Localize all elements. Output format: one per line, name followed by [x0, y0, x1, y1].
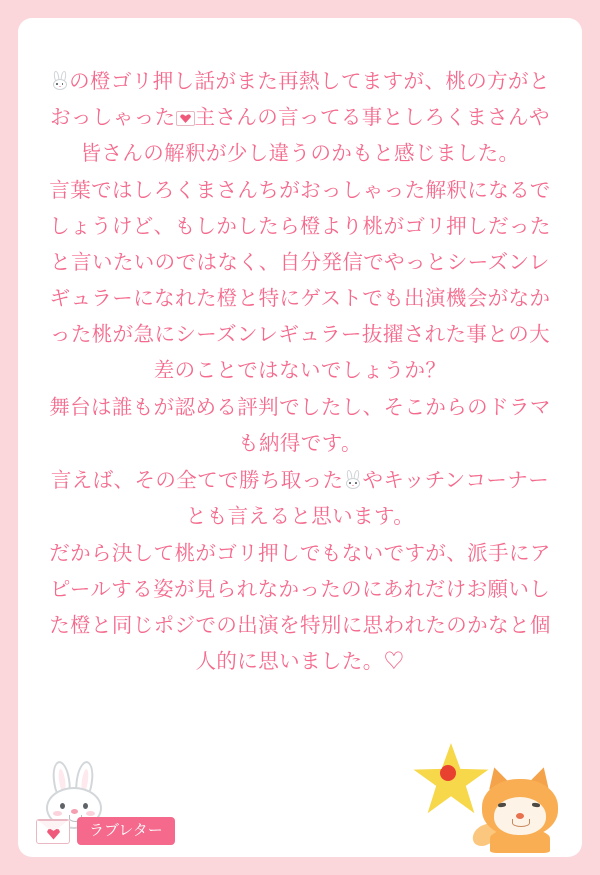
bunny-eye-left	[60, 803, 65, 809]
paragraph-1-text-b: 主さんの言ってる事としろくまさんや皆さんの解釈が少し違うのかもと感じました。	[80, 106, 550, 165]
love-letter-label-row	[36, 817, 175, 845]
letter-paragraph-1	[48, 64, 552, 172]
bunny-eye-right	[83, 803, 88, 809]
bunny-cheek-right	[86, 811, 95, 816]
letter-card	[18, 18, 582, 857]
letter-paragraph-4	[48, 463, 552, 535]
paragraph-4-text-a: 言えば、その全てで勝ち取った	[50, 469, 344, 492]
bunny-icon	[50, 72, 69, 91]
bunny-cheek-left	[53, 811, 62, 816]
letter-paragraph-5: だから決して桃がゴリ押しでもないですが、派手にアピールする姿が見られなかったのにあれだけお願いした橙と同じポジでの出演を特別に思われたのかなと個人的に思いました。♡	[49, 542, 551, 673]
letter-paragraph-2: 言葉ではしろくまさんちがおっしゃった解釈になるでしょうけど、もしかしたら橙より桃がゴリ押しだったと言いたいのではなく、自分発信でやっとシーズンレギュラーになれた橙と特にゲストでも出演機会がなかった桃が急にシーズンレギュラー抜擢された事との大差のことではないでしょうか？	[49, 179, 551, 382]
bunny-icon	[343, 471, 362, 490]
paragraph-4-text-b: やキッチンコーナーとも言えると思います。	[185, 469, 550, 528]
letter-paragraph-3: 舞台は誰もが認める評判でしたし、そこからのドラマも納得です。	[49, 396, 551, 455]
status-badge: ラブレター	[77, 817, 175, 845]
heart-letter-icon	[176, 111, 195, 126]
letter-body	[18, 64, 582, 681]
fox-mouth	[512, 819, 530, 827]
bunny-nose	[71, 809, 78, 814]
paragraph-1-text-a: の橙ゴリ押し話がまた再熱してますが、桃の方がとおっしゃった	[50, 70, 550, 129]
love-letter-envelope-icon	[36, 819, 70, 844]
fox-character	[472, 759, 568, 851]
